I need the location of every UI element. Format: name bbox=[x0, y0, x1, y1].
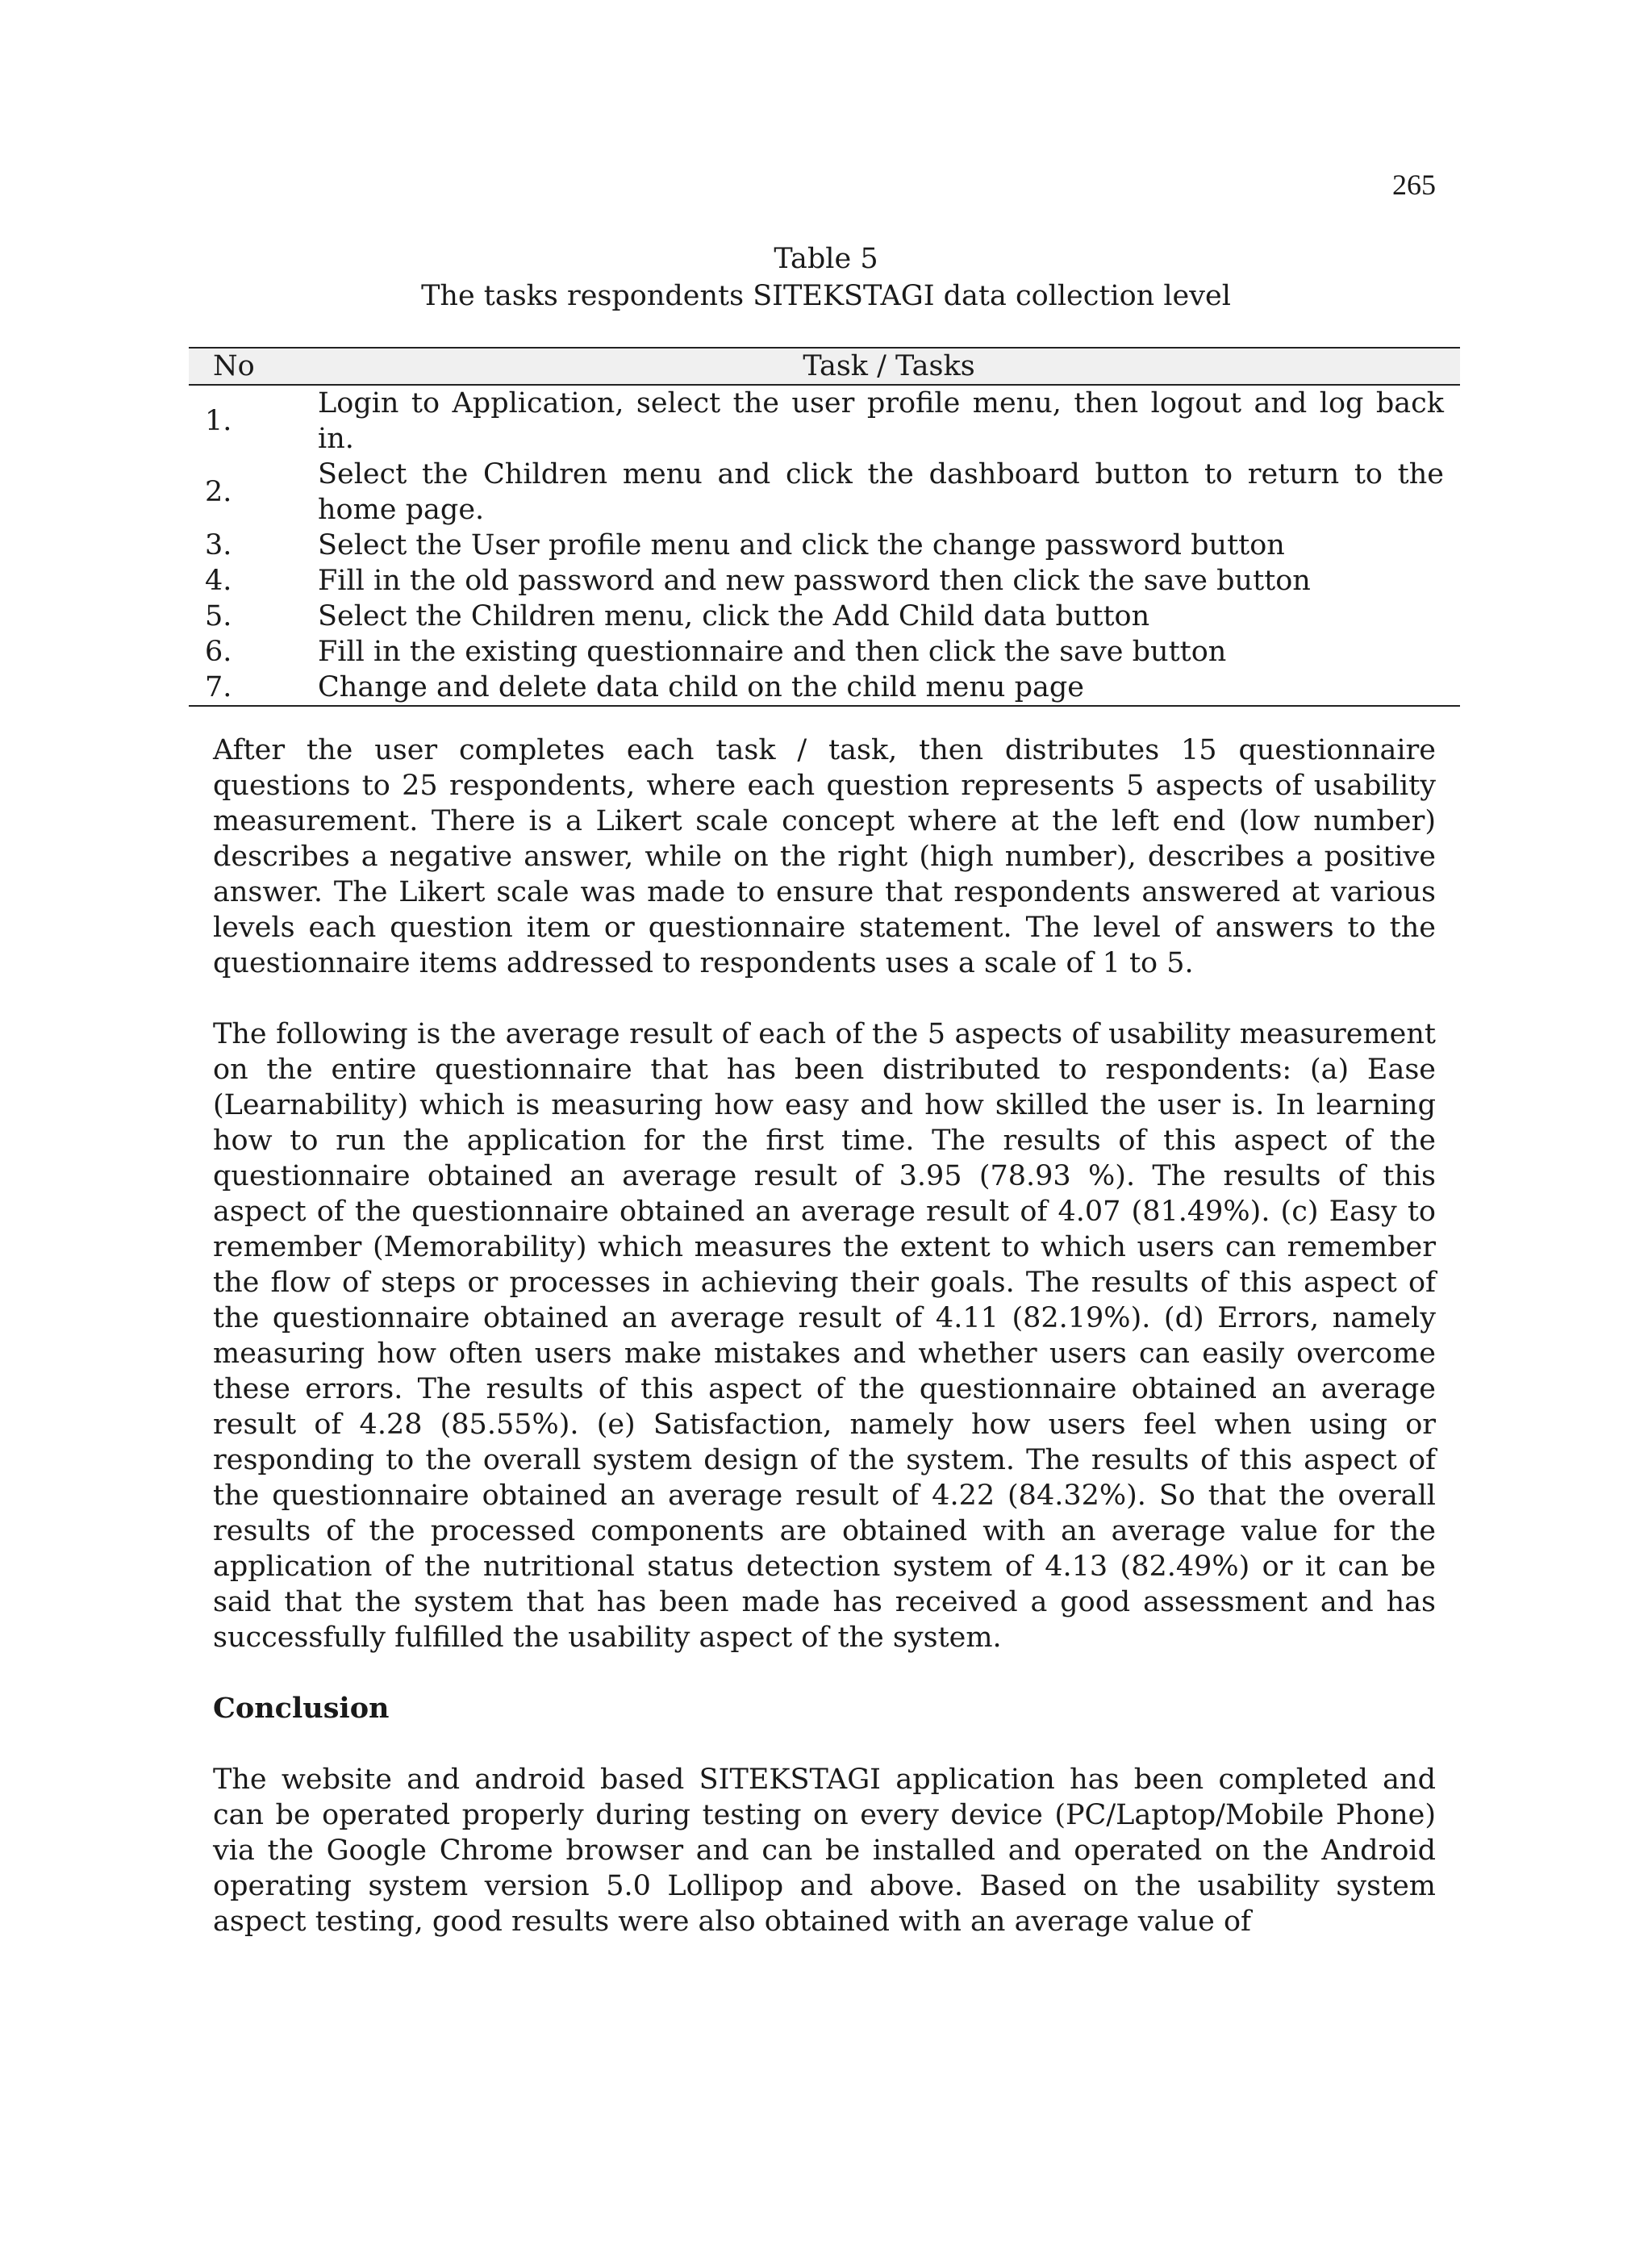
row-number: 2. bbox=[205, 476, 232, 508]
paragraph-usability-results: The following is the average result of each of the 5 aspects of usability measurement on the entire questionnaire that has been distributed to respondents: (a) Ease (Learnability) which is measuring how easy and how skilled the user is. In learning how to run the application for the first time. The results of this aspect of the questionnaire obtained an average result of 3.95 (78.93 %). The results of this aspect of the questionnaire obtained an average result of 4.07 (81.49%). (c) Easy to remember (Memorability) which measures the extent to which users can remember the flow of steps or processes in achieving their goals. The results of this aspect of the questionnaire obtained an average result of 4.11 (82.19%). (d) Errors, namely measuring how often users make mistakes and whether users can easily overcome these errors. The results of this aspect of the questionnaire obtained an average result of 4.28 (85.55%). (e) Satisfaction, namely how users feel when using or responding to the overall system design of the system. The results of this aspect of the questionnaire obtained an average result of 4.22 (84.32%). So that the overall results of the processed components are obtained with an average value for the application of the nutritional status detection system of 4.13 (82.49%) or it can be said that the system that has been made has received a good assessment and has successfully fulfilled the usability aspect of the system. bbox=[213, 1018, 1436, 1654]
table-row bbox=[189, 670, 1460, 706]
row-number: 3. bbox=[205, 529, 232, 561]
table-row bbox=[189, 385, 1460, 457]
table-row bbox=[189, 457, 1460, 528]
header-task: Task / Tasks bbox=[318, 348, 1460, 385]
page-number: 265 bbox=[1392, 169, 1436, 201]
row-number: 4. bbox=[205, 565, 232, 597]
header-no: No bbox=[189, 348, 318, 385]
row-number: 6. bbox=[205, 636, 232, 668]
table-row bbox=[189, 528, 1460, 563]
table-label: Table 5 bbox=[774, 243, 878, 275]
row-number: 5. bbox=[205, 600, 232, 632]
table-title: The tasks respondents SITEKSTAGI data collection level bbox=[421, 280, 1231, 312]
table-caption bbox=[0, 240, 1652, 315]
table-header-row bbox=[189, 348, 1460, 385]
section-heading-conclusion: Conclusion bbox=[213, 1692, 390, 1725]
table-row bbox=[189, 563, 1460, 599]
row-task: Select the Children menu, click the Add Child data button bbox=[318, 600, 1150, 632]
table-row bbox=[189, 599, 1460, 634]
row-task: Select the Children menu and click the dashboard button to return to the home page. bbox=[318, 458, 1444, 526]
row-task: Login to Application, select the user profile menu, then logout and log back in. bbox=[318, 387, 1444, 455]
body-text bbox=[213, 733, 1436, 1975]
table-row bbox=[189, 634, 1460, 670]
row-number: 1. bbox=[205, 405, 232, 437]
paragraph-likert: After the user completes each task / task, then distributes 15 questionnaire questions to 25 respondents, where each question represents 5 aspects of usability measurement. There is a Likert scale concept where at the left end (low number) describes a negative answer, while on the right (high number), describes a positive answer. The Likert scale was made to ensure that respondents answered at various levels each question item or questionnaire statement. The level of answers to the questionnaire items addressed to respondents uses a scale of 1 to 5. bbox=[213, 734, 1436, 979]
paragraph-conclusion: The website and android based SITEKSTAGI application has been completed and can be operated properly during testing on every device (PC/Laptop/Mobile Phone) via the Google Chrome browser and can be installed and operated on the Android operating system version 5.0 Lollipop and above. Based on the usability system aspect testing, good results were also obtained with an average value of bbox=[213, 1764, 1436, 1938]
row-task: Fill in the existing questionnaire and then click the save button bbox=[318, 636, 1227, 668]
row-task: Select the User profile menu and click the change password button bbox=[318, 529, 1285, 561]
row-task: Change and delete data child on the child menu page bbox=[318, 670, 1460, 706]
tasks-table bbox=[189, 347, 1460, 707]
row-task: Fill in the old password and new password then click the save button bbox=[318, 565, 1311, 597]
row-number: 7. bbox=[189, 670, 318, 706]
